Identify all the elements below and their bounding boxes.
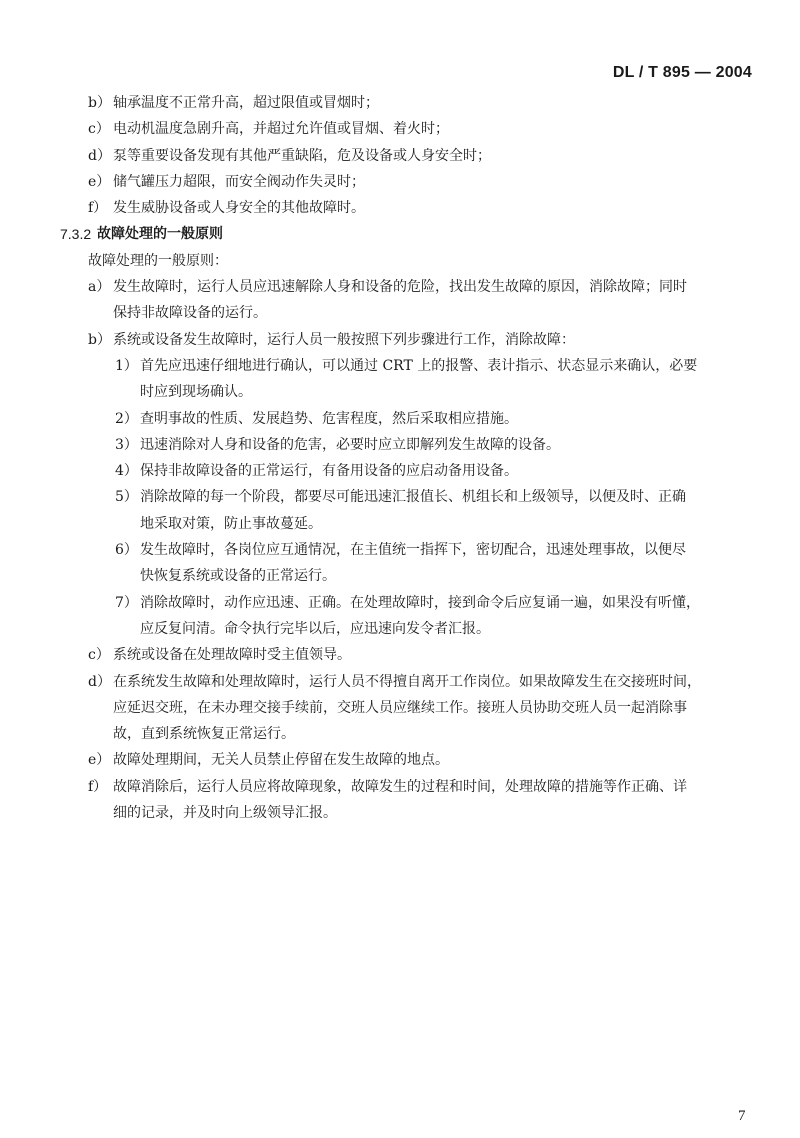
item-label: d） [88, 147, 111, 164]
list-item-c [0, 642, 800, 668]
step-text: 快恢复系统或设备的正常运行。 [140, 568, 336, 585]
step-text: 消除故障的每一个阶段，都要尽可能迅速汇报值长、机组长和上级领导，以便及时、正确 [140, 489, 686, 506]
item-continuation [0, 800, 800, 826]
item-label: c） [88, 121, 110, 138]
item-label: a） [88, 279, 111, 296]
step-continuation [0, 563, 800, 589]
item-text: 故障消除后，运行人员应将故障现象，故障发生的过程和时间，处理故障的措施等作正确、详 [113, 778, 687, 795]
item-text: 故障处理期间，无关人员禁止停留在发生故障的地点。 [113, 752, 449, 769]
step-item [0, 353, 800, 379]
item-label: b） [88, 95, 111, 111]
item-label: d） [88, 673, 111, 690]
item-continuation [0, 721, 800, 747]
item-text: 发生威胁设备或人身安全的其他故障时。 [113, 200, 365, 217]
section-intro [0, 248, 800, 274]
document-body [0, 90, 800, 826]
step-continuation [0, 379, 800, 405]
item-text: 电动机温度急剧升高，并超过允许值或冒烟、着火时； [113, 121, 449, 138]
step-label: 7） [115, 594, 138, 611]
step-text: 发生故障时，各岗位应互通情况，在主值统一指挥下，密切配合，迅速处理事故，以便尽 [140, 542, 686, 559]
step-text: 应反复问清。命令执行完毕以后，应迅速向发令者汇报。 [140, 620, 490, 637]
item-label: b） [88, 331, 111, 348]
step-item [0, 458, 800, 484]
item-text: 保持非故障设备的运行。 [113, 305, 267, 322]
step-text: 保持非故障设备的正常运行，有备用设备的应启动备用设备。 [140, 463, 518, 480]
step-item [0, 484, 800, 510]
step-label: 2） [115, 410, 138, 427]
list-item [0, 195, 800, 221]
page-number: 7 [738, 1108, 746, 1124]
item-label: e） [88, 173, 111, 190]
step-item [0, 590, 800, 616]
section-number: 7.3.2 [60, 226, 92, 243]
item-label: c） [88, 647, 110, 664]
step-item [0, 432, 800, 458]
item-text: 故，直到系统恢复正常运行。 [113, 726, 295, 743]
step-label: 5） [115, 489, 138, 506]
step-label: 4） [115, 463, 138, 480]
list-item-f [0, 774, 800, 800]
step-label: 3） [115, 436, 138, 453]
item-text: 发生故障时，运行人员应迅速解除人身和设备的危险，找出发生故障的原因，消除故障；同时 [113, 279, 687, 296]
step-item [0, 537, 800, 563]
section-heading [0, 221, 800, 247]
step-text: 查明事故的性质、发展趋势、危害程度，然后采取相应措施。 [140, 410, 518, 427]
item-text: 应延迟交班，在未办理交接手续前，交班人员应继续工作。接班人员协助交班人员一起消除事 [113, 699, 687, 716]
item-continuation [0, 300, 800, 326]
item-text: 系统或设备发生故障时，运行人员一般按照下列步骤进行工作，消除故障： [113, 331, 575, 348]
step-text: 消除故障时，动作应迅速、正确。在处理故障时，接到命令后应复诵一遍，如果没有听懂， [140, 594, 700, 611]
step-text: 时应到现场确认。 [140, 384, 252, 401]
item-text: 细的记录，并及时向上级领导汇报。 [113, 805, 337, 822]
standard-number-header: DL / T 895 — 2004 [612, 64, 752, 81]
item-text: 轴承温度不正常升高，超过限值或冒烟时； [113, 95, 379, 111]
item-label: f） [88, 778, 108, 795]
item-text: 泵等重要设备发现有其他严重缺陷，危及设备或人身安全时； [113, 147, 491, 164]
step-item [0, 406, 800, 432]
item-label: f） [88, 200, 108, 217]
intro-text: 故障处理的一般原则： [88, 252, 228, 269]
list-item-b [0, 327, 800, 353]
item-text: 储气罐压力超限，而安全阀动作失灵时； [113, 173, 365, 190]
step-label: 1） [115, 357, 138, 374]
list-item [0, 143, 800, 169]
item-continuation [0, 695, 800, 721]
step-text: 首先应迅速仔细地进行确认，可以通过 CRT 上的报警、表计指示、状态显示来确认，必要 [140, 357, 698, 374]
step-continuation [0, 511, 800, 537]
list-item-e [0, 747, 800, 773]
step-text: 地采取对策，防止事故蔓延。 [140, 515, 322, 532]
list-item [0, 90, 800, 116]
list-item-a [0, 274, 800, 300]
item-text: 在系统发生故障和处理故障时，运行人员不得擅自离开工作岗位。如果故障发生在交接班时间， [113, 673, 701, 690]
list-item-d [0, 669, 800, 695]
step-continuation [0, 616, 800, 642]
item-text: 系统或设备在处理故障时受主值领导。 [113, 647, 351, 664]
list-item [0, 169, 800, 195]
section-title: 故障处理的一般原则 [97, 226, 223, 243]
step-label: 6） [115, 542, 138, 559]
step-text: 迅速消除对人身和设备的危害，必要时应立即解列发生故障的设备。 [140, 436, 560, 453]
item-label: e） [88, 752, 111, 769]
list-item [0, 116, 800, 142]
